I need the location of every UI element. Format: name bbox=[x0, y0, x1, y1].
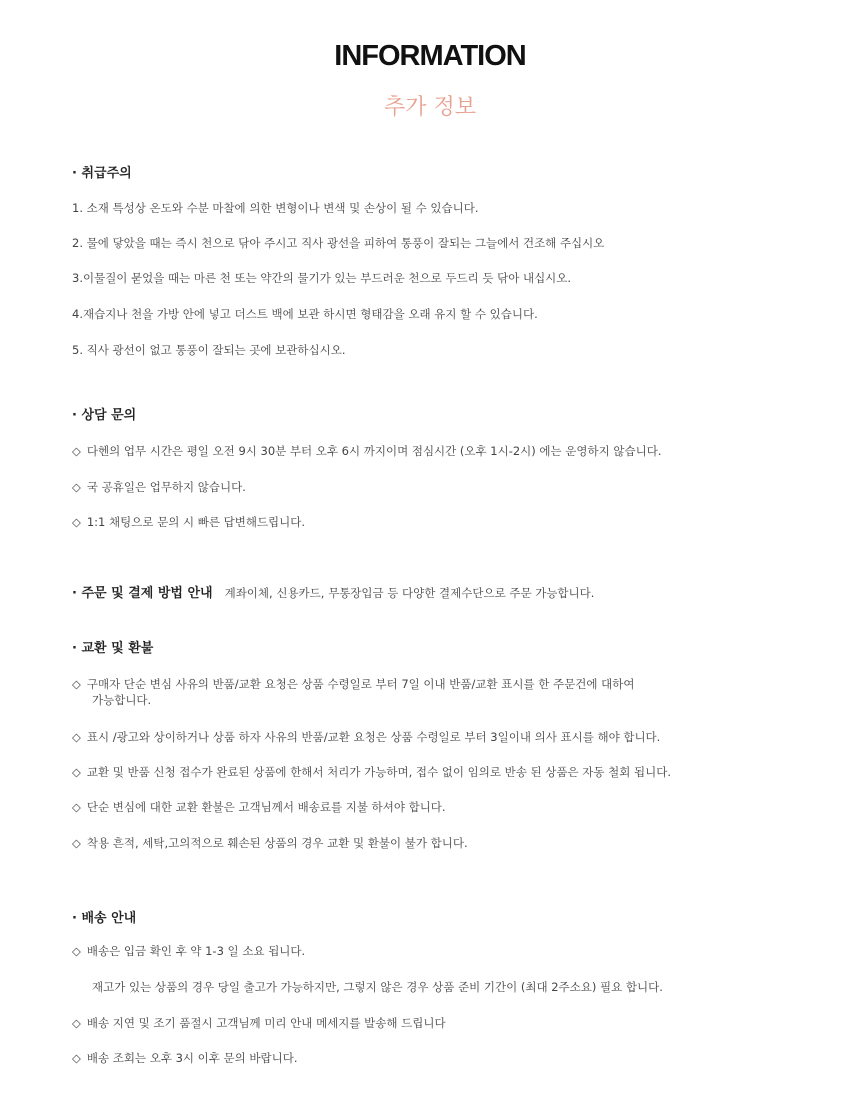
diamond-bullet-icon: ◇ bbox=[72, 765, 81, 779]
refund-item-1: ◇ 구매자 단순 변심 사유의 반품/교환 요청은 상품 수령일로 부터 7일 이내 반품/교환 표시를 한 주문건에 대하여 bbox=[72, 677, 635, 691]
consult-item-3: ◇ 1:1 채팅으로 문의 시 빠른 답변해드립니다. bbox=[72, 515, 306, 529]
order-text: 계좌이체, 신용카드, 무통장입금 등 다양한 결제수단으로 주문 가능합니다. bbox=[224, 586, 595, 600]
refund-item-3: ◇ 교환 및 반품 신청 접수가 완료된 상품에 한해서 처리가 가능하며, 접수 없이 임의로 반송 된 상품은 자동 철회 됩니다. bbox=[72, 765, 671, 779]
diamond-bullet-icon: ◇ bbox=[72, 730, 81, 744]
diamond-bullet-icon: ◇ bbox=[72, 944, 81, 958]
diamond-bullet-icon: ◇ bbox=[72, 677, 81, 691]
consult-heading: · 상담 문의 bbox=[72, 408, 137, 423]
care-item-3: 3.이물질이 묻었을 때는 마른 천 또는 약간의 물기가 있는 부드러운 천으로 두드리 듯 닦아 내십시오. bbox=[72, 271, 572, 285]
page-subtitle: 추가 정보 bbox=[383, 95, 476, 120]
care-item-5: 5. 직사 광선이 없고 통풍이 잘되는 곳에 보관하십시오. bbox=[72, 343, 346, 357]
shipping-item-3: ◇ 배송 지연 및 조기 품절시 고객님께 미리 안내 메세지를 발송해 드립니다 bbox=[72, 1016, 446, 1030]
diamond-bullet-icon: ◇ bbox=[72, 800, 81, 814]
care-item-2: 2. 물에 닿았을 때는 즉시 천으로 닦아 주시고 직사 광선을 피하여 통풍이 잘되는 그늘에서 건조해 주십시오 bbox=[72, 236, 605, 250]
refund-item-5: ◇ 착용 흔적, 세탁,고의적으로 훼손된 상품의 경우 교환 및 환불이 불가 합니다. bbox=[72, 836, 468, 850]
care-item-1: 1. 소재 특성상 온도와 수분 마찰에 의한 변형이나 변색 및 손상이 될 수 있습니다. bbox=[72, 201, 479, 215]
shipping-item-1: ◇ 배송은 입금 확인 후 약 1-3 일 소요 됩니다. bbox=[72, 944, 306, 958]
diamond-bullet-icon: ◇ bbox=[72, 1016, 81, 1030]
order-heading: · 주문 및 결제 방법 안내 계좌이체, 신용카드, 무통장입금 등 다양한 결제수단으로 주문 가능합니다. bbox=[72, 586, 595, 601]
consult-item-1: ◇ 다헨의 업무 시간은 평일 오전 9시 30분 부터 오후 6시 까지이며 점심시간 (오후 1시-2시) 에는 운영하지 않습니다. bbox=[72, 444, 662, 458]
diamond-bullet-icon: ◇ bbox=[72, 444, 81, 458]
shipping-item-2: 재고가 있는 상품의 경우 당일 출고가 가능하지만, 그렇지 않은 경우 상품 준비 기간이 (최대 2주소요) 필요 합니다. bbox=[92, 980, 663, 994]
shipping-heading: · 배송 안내 bbox=[72, 911, 137, 926]
refund-item-1-cont: 가능합니다. bbox=[92, 693, 152, 707]
refund-item-2: ◇ 표시 /광고와 상이하거나 상품 하자 사유의 반품/교환 요청은 상품 수령일로 부터 3일이내 의사 표시를 해야 합니다. bbox=[72, 730, 661, 744]
page-title: INFORMATION bbox=[334, 40, 526, 72]
diamond-bullet-icon: ◇ bbox=[72, 836, 81, 850]
refund-heading: · 교환 및 환불 bbox=[72, 641, 154, 656]
shipping-item-4: ◇ 배송 조회는 오후 3시 이후 문의 바랍니다. bbox=[72, 1051, 298, 1065]
consult-item-2: ◇ 국 공휴일은 업무하지 않습니다. bbox=[72, 480, 246, 494]
refund-item-4: ◇ 단순 변심에 대한 교환 환불은 고객님께서 배송료를 지불 하셔야 합니다. bbox=[72, 800, 446, 814]
diamond-bullet-icon: ◇ bbox=[72, 1051, 81, 1065]
diamond-bullet-icon: ◇ bbox=[72, 480, 81, 494]
care-heading: · 취급주의 bbox=[72, 166, 132, 181]
care-item-4: 4.재습지나 천을 가방 안에 넣고 더스트 백에 보관 하시면 형태감을 오래 유지 할 수 있습니다. bbox=[72, 307, 538, 321]
diamond-bullet-icon: ◇ bbox=[72, 515, 81, 529]
